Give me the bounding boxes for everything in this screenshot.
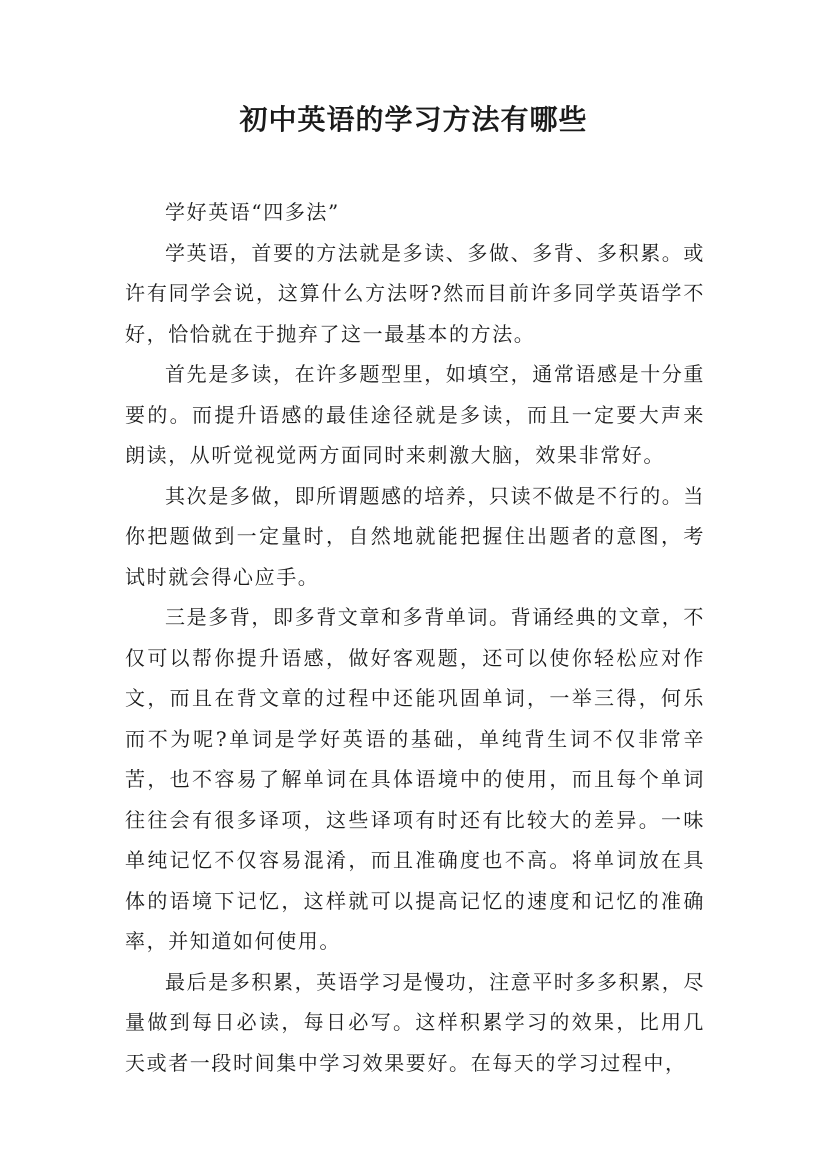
paragraph-read-more: 首先是多读，在许多题型里，如填空，通常语感是十分重要的。而提升语感的最佳途径就是多读，而且一定要大声来朗读，从听觉视觉两方面同时来刺激大脑，效果非常好。 xyxy=(125,362,705,467)
paragraph-accumulate-more: 最后是多积累，英语学习是慢功，注意平时多多积累，尽量做到每日必读，每日必写。这样积累学习的效果，比用几天或者一段时间集中学习效果要好。在每天的学习过程中， xyxy=(125,969,705,1075)
document-title: 初中英语的学习方法有哪些 xyxy=(239,103,588,136)
paragraph-intro: 学英语，首要的方法就是多读、多做、多背、多积累。或许有同学会说，这算什么方法呀?然而目前许多同学英语学不好，恰恰就在于抛弃了这一最基本的方法。 xyxy=(125,240,705,346)
paragraph-memorize-more: 三是多背，即多背文章和多背单词。背诵经典的文章，不仅可以帮你提升语感，做好客观题，还可以使你轻松应对作文，而且在背文章的过程中还能巩固单词，一举三得，何乐而不为呢?单词是学好英语的基础，单纯背生词不仅非常辛苦，也不容易了解单词在具体语境中的使用，而且每个单词往往会有很多译项，这些译项有时还有比较大的差异。一味单纯记忆不仅容易混淆，而且准确度也不高。将单词放在具体的语境下记忆，这样就可以提高记忆的速度和记忆的准确率，并知道如何使用。 xyxy=(125,605,705,953)
document-body xyxy=(125,192,705,1083)
paragraph-practice-more: 其次是多做，即所谓题感的培养，只读不做是不行的。当你把题做到一定量时，自然地就能把握住出题者的意图，考试时就会得心应手。 xyxy=(125,483,705,589)
section-subheading: 学好英语“四多法” xyxy=(165,200,340,224)
